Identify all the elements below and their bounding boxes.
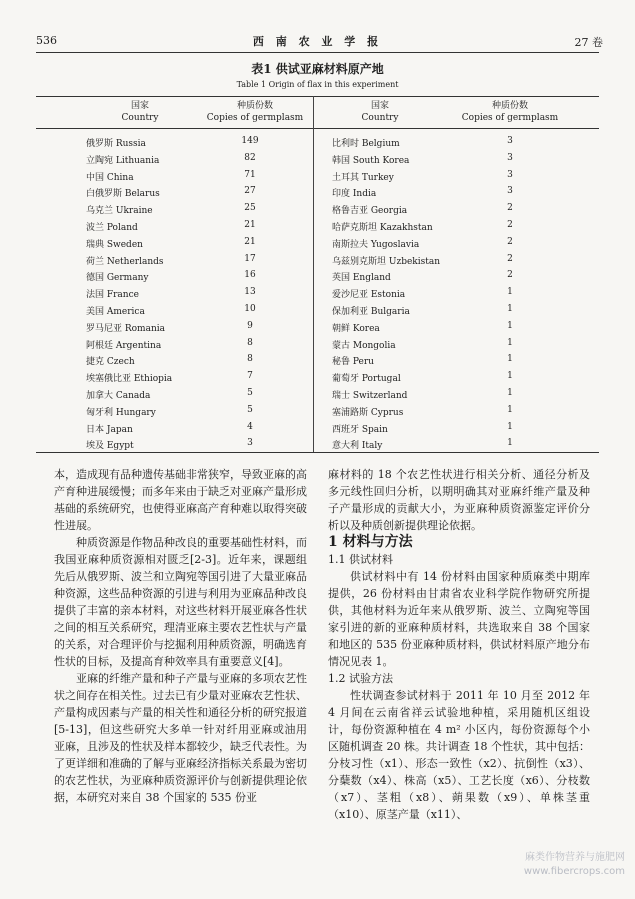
right-row-country: 英国 England [332, 273, 391, 284]
right-row-country: 哈萨克斯坦 Kazakhstan [332, 223, 433, 233]
left-row-country: 美国 America [86, 307, 145, 317]
left-row-country: 匈牙利 Hungary [86, 407, 156, 418]
table-caption-en: Table 1 Origin of flax in this experiment [236, 80, 399, 89]
left-row-copies: 3 [247, 438, 253, 449]
table-top-rule [36, 96, 599, 97]
right-row-copies: 1 [507, 337, 513, 348]
right-row-country: 瑞士 Switzerland [332, 391, 408, 401]
left-row-copies: 7 [247, 371, 253, 382]
journal-name: 西 南 农 业 学 报 [252, 35, 383, 48]
right-row-country: 比利时 Belgium [332, 139, 400, 149]
left-row-country: 埃及 Egypt [86, 441, 134, 452]
paragraph-correlation: 亚麻的纤维产量和种子产量与亚麻的多项农艺性状之间存在相关性。过去已有少量对亚麻农艺性状、产量构成因素与产量的相关性和通径分析的研究报道[5-13]，但这些研究大多单一针对纤用亚麻或油用亚麻，且涉及的性状及样本都较少，缺乏代表性。为了更详细和准确的了解与亚麻经济指标关系最为密切的农艺性状，为亚麻种质资源评价与创新提供理论依据，本研究对来自 38 个国家的 535 份亚 [54, 672, 307, 804]
left-row-copies: 27 [244, 186, 256, 197]
right-row-copies: 3 [507, 152, 513, 163]
left-row-country: 日本 Japan [86, 424, 133, 435]
table-bottom-rule [36, 452, 599, 453]
left-row-copies: 71 [244, 169, 256, 180]
col-header-copies-right: 种质份数 Copies of germplasm [461, 101, 559, 123]
right-row-copies: 2 [507, 236, 513, 247]
right-row-country: 朝鲜 Korea [332, 323, 380, 334]
left-row-copies: 5 [247, 404, 253, 415]
left-row-copies: 8 [247, 354, 253, 365]
right-row-copies: 2 [507, 220, 513, 230]
left-row-copies: 149 [241, 136, 259, 146]
right-row-copies: 1 [507, 388, 513, 398]
right-row-copies: 3 [507, 136, 513, 146]
left-row-country: 埃塞俄比亚 Ethiopia [86, 374, 173, 385]
right-row-country: 南斯拉夫 Yugoslavia [332, 239, 420, 250]
right-row-copies: 1 [507, 320, 513, 331]
left-row-country: 白俄罗斯 Belarus [86, 189, 160, 200]
right-row-country: 意大利 Italy [332, 441, 383, 452]
left-row-country: 法国 France [86, 290, 139, 301]
left-row-copies: 13 [244, 287, 256, 298]
right-row-copies: 1 [507, 404, 513, 415]
left-row-country: 加拿大 Canada [86, 391, 151, 401]
left-row-copies: 21 [244, 220, 256, 230]
page-number: 536 [36, 34, 57, 47]
left-row-country: 立陶宛 Lithuania [86, 155, 160, 166]
watermark: 麻类作物营养与施肥网 www.fibercrops.com [523, 852, 625, 877]
left-row-country: 瑞典 Sweden [86, 239, 143, 250]
left-row-country: 俄罗斯 Russia [86, 139, 146, 149]
right-row-copies: 1 [507, 371, 513, 382]
right-row-country: 格鲁吉亚 Georgia [332, 206, 408, 217]
right-row-country: 印度 India [332, 189, 377, 200]
left-row-copies: 82 [244, 152, 256, 163]
right-column [328, 466, 590, 823]
right-row-country: 葡萄牙 Portugal [332, 374, 401, 385]
right-row-copies: 3 [507, 186, 513, 197]
left-row-country: 捷克 Czech [86, 357, 135, 368]
right-row-country: 塞浦路斯 Cyprus [332, 407, 404, 418]
col-header-country-left: 国家 Country [121, 101, 159, 123]
section-title: 1 材料与方法 [328, 534, 413, 550]
left-row-country: 乌克兰 Ukraine [86, 206, 153, 217]
subsection-methods: 1.2 试验方法 [328, 672, 393, 685]
paragraph-aim: 麻材料的 18 个农艺性状进行相关分析、通径分析及多元线性回归分析，以期明确其对亚麻纤维产量及种子产量形成的贡献大小，为亚麻种质资源鉴定评价分析以及种质创新提供理论依据。 [328, 468, 590, 532]
left-row-country: 荷兰 Netherlands [86, 256, 164, 267]
table-divider [313, 96, 314, 452]
left-row-copies: 10 [244, 304, 256, 314]
running-header [24, 32, 611, 50]
left-row-country: 罗马尼亚 Romania [86, 323, 165, 334]
left-row-copies: 9 [247, 320, 253, 331]
right-row-copies: 3 [507, 169, 513, 180]
table-header-rule [36, 128, 599, 129]
paragraph-intro-end: 本，造成现有品种遗传基础非常狭窄，导致亚麻的高产育种进展缓慢；而多年来由于缺乏对亚麻产量形成基础的系统研究，也使得亚麻高产育种难以取得突破性进展。 [54, 468, 307, 532]
left-row-copies: 25 [244, 203, 256, 214]
right-row-country: 蒙古 Mongolia [332, 340, 396, 351]
right-row-country: 乌兹别克斯坦 Uzbekistan [332, 256, 441, 267]
col-header-copies-left: 种质份数 Copies of germplasm [206, 101, 304, 123]
right-row-country: 秘鲁 Peru [332, 357, 374, 368]
volume-label: 27 卷 [574, 36, 603, 49]
left-row-copies: 5 [247, 388, 253, 398]
table-caption-zh: 表1 供试亚麻材料原产地 [251, 62, 384, 76]
right-row-country: 爱沙尼亚 Estonia [332, 290, 406, 301]
col-header-country-right: 国家 Country [361, 101, 399, 123]
right-row-copies: 1 [507, 438, 513, 449]
paragraph-materials: 供试材料中有 14 份材料由国家种质麻类中期库提供，26 份材料由甘肃省农业科学院作物研究所提供，其他材料为近年来从俄罗斯、波兰、立陶宛等国家引进的新的亚麻种质材料，共选取来自 38 个国家和地区的 535 份亚麻种质材料，供试材料原产地分布情况见表 1。 [328, 570, 590, 668]
left-row-country: 波兰 Poland [86, 223, 138, 233]
right-row-country: 西班牙 Spain [332, 424, 388, 435]
right-row-copies: 2 [507, 270, 513, 281]
left-row-copies: 4 [247, 421, 253, 432]
right-row-copies: 1 [507, 354, 513, 365]
paragraph-methods: 性状调查参试材料于 2011 年 10 月至 2012 年 4 月间在云南省祥云试验地种植，采用随机区组设计，每份资源种植在 4 m² 小区内，每份资源每个小区随机调查 20 株。共计调查 18 个性状，其中包括：分枝习性（x1）、形态一致性（x2）、抗倒性（x3）、分蘖数（x4）、株高（x5）、工艺长度（x6）、分枝数（x7）、茎粗（x8）、蒴果数（x9）、单株茎重（x10）、原茎产量（x11）、 [328, 689, 590, 821]
subsection-materials: 1.1 供试材料 [328, 553, 393, 566]
left-row-copies: 17 [244, 253, 256, 264]
right-row-copies: 1 [507, 287, 513, 298]
right-row-copies: 2 [507, 203, 513, 214]
left-row-country: 德国 Germany [86, 273, 149, 284]
right-row-country: 保加利亚 Bulgaria [332, 307, 410, 317]
header-rule [36, 52, 599, 53]
right-row-copies: 2 [507, 253, 513, 264]
right-row-copies: 1 [507, 421, 513, 432]
right-row-copies: 1 [507, 304, 513, 314]
left-row-copies: 8 [247, 337, 253, 348]
left-row-country: 阿根廷 Argentina [86, 340, 162, 351]
paragraph-germplasm: 种质资源是作物品种改良的重要基础性材料，而我国亚麻种质资源相对匮乏[2-3]。近年来，课题组先后从俄罗斯、波兰和立陶宛等国引进了大量亚麻品种资源，这些品种资源的引进与利用为亚麻品种改良提供了丰富的亲本材料，对这些材料开展亚麻各性状之间的相互关系研究，理清亚麻主要农艺性状与产量的关系，对合理评价与挖掘利用种质资源，明确选育性状的目标，及提高育种效率具有重要意义[4]。 [54, 536, 307, 668]
left-row-country: 中国 China [86, 172, 134, 183]
right-row-country: 韩国 South Korea [332, 155, 410, 166]
right-row-country: 土耳其 Turkey [332, 172, 394, 183]
left-column [54, 466, 307, 806]
left-row-copies: 16 [244, 270, 256, 281]
left-row-copies: 21 [244, 236, 256, 247]
